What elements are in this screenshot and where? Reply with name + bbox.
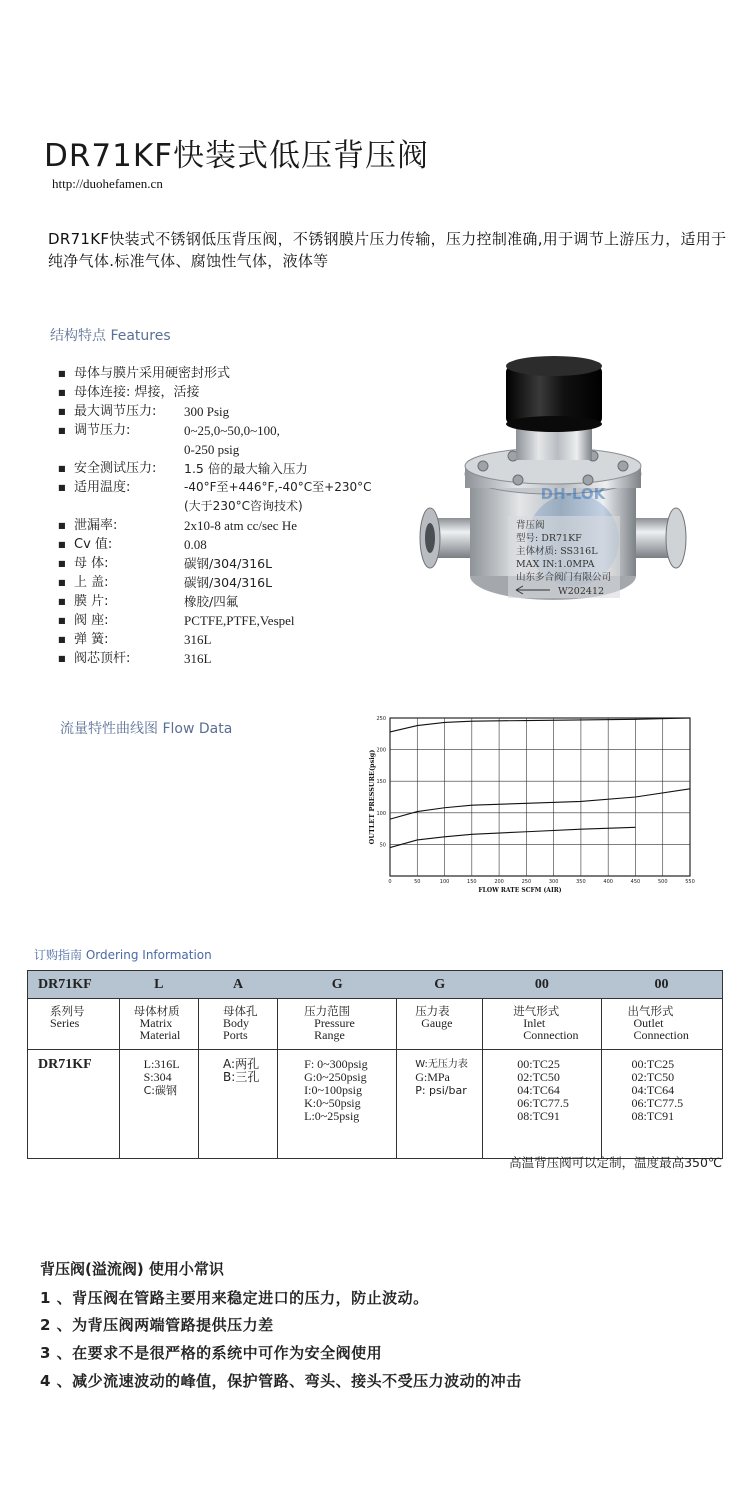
plate-line: MAX IN:1.0MPA <box>516 559 595 570</box>
custom-note: 高温背压阀可以定制，温度最高350℃ <box>509 1155 722 1170</box>
intro-text: DR71KF快装式不锈钢低压背压阀，不锈钢膜片压力传输，压力控制准确,用于调节上游压力，适用于纯净气体.标准气体、腐蚀性气体，液体等 <box>48 230 727 270</box>
ordering-table <box>27 970 723 1159</box>
ordering-names-row <box>28 999 723 1050</box>
x-tick-label: 550 <box>685 879 695 885</box>
bullet-icon: ■ <box>58 388 66 397</box>
plate-line: 背压阀 <box>516 520 545 531</box>
column-name: 出气形式 Outlet Connection <box>601 999 722 1050</box>
bullet-icon: ■ <box>58 483 66 492</box>
plate-line: W202412 <box>558 586 605 597</box>
plate-line: 山东多合阀门有限公司 <box>516 572 612 583</box>
feature-value: 碳钢/304/316L <box>184 575 273 590</box>
y-tick-label: 250 <box>376 716 386 722</box>
code-cell: L <box>119 971 198 999</box>
x-tick-label: 100 <box>439 879 450 885</box>
code-cell: 00 <box>601 971 722 999</box>
bullet-icon: ■ <box>58 407 66 416</box>
ordering-values-row <box>28 1050 723 1159</box>
ordering-heading: 订购指南 Ordering Information <box>34 948 212 962</box>
ordering-code-row <box>28 971 723 999</box>
x-tick-label: 350 <box>576 879 586 885</box>
values-cell: 00:TC25 02:TC50 04:TC64 06:TC77.5 08:TC91 <box>601 1050 722 1159</box>
feature-label: 调节压力: <box>74 423 131 438</box>
feature-row <box>58 421 418 440</box>
y-tick-label: 50 <box>379 842 386 849</box>
series-line-1 <box>390 718 690 732</box>
plate-line: 主体材质: SS316L <box>516 546 598 557</box>
bullet-icon: ■ <box>58 654 66 663</box>
y-tick-label: 150 <box>376 779 386 786</box>
code-cell: A <box>199 971 278 999</box>
code-cell: 00 <box>483 971 601 999</box>
plot-frame <box>390 718 690 876</box>
series-line-2 <box>390 789 690 819</box>
watermark-text: DH-LOK <box>540 485 606 503</box>
feature-row <box>58 649 418 668</box>
feature-value: (大于230°C咨询技术) <box>184 499 303 513</box>
column-name: 系列号 Series <box>28 999 120 1050</box>
flow-data-chart <box>360 708 700 898</box>
x-tick-label: 200 <box>494 879 504 885</box>
plate-line: 型号: DR71KF <box>516 533 582 544</box>
feature-value: 2x10-8 atm cc/sec He <box>184 518 297 533</box>
feature-row <box>58 459 418 478</box>
tip-item: 4 、减少流速波动的峰值，保护管路、弯头、接头不受压力波动的冲击 <box>40 1372 522 1390</box>
tip-item: 1 、背压阀在管路主要用来稳定进口的压力，防止波动。 <box>40 1289 429 1307</box>
bullet-icon: ■ <box>58 521 66 530</box>
feature-row <box>58 402 418 421</box>
feature-label: 阀 座: <box>74 613 109 628</box>
feature-row <box>58 440 418 459</box>
values-cell: 00:TC25 02:TC50 04:TC64 06:TC77.5 08:TC91 <box>483 1050 601 1159</box>
feature-label: 泄漏率: <box>74 518 118 533</box>
values-cell: W:无压力表 G:MPa P: psi/bar <box>397 1050 483 1159</box>
values-cell: F: 0~300psig G:0~250psig I:0~100psig K:0~50psig L:0~25psig <box>278 1050 397 1159</box>
feature-row <box>58 497 418 516</box>
column-name: 压力范围 Pressure Range <box>278 999 397 1050</box>
bullet-icon: ■ <box>58 635 66 644</box>
feature-row <box>58 364 418 383</box>
feature-row <box>58 478 418 497</box>
y-tick-label: 100 <box>376 810 386 817</box>
feature-label: Cv 值: <box>74 537 113 552</box>
feature-value: 橡胶/四氟 <box>184 594 239 609</box>
feature-value: 0-250 psig <box>184 442 240 457</box>
x-axis-label: FLOW RATE SCFM (AIR) <box>478 887 562 894</box>
feature-label: 母体与膜片采用硬密封形式 <box>74 366 231 381</box>
tips-title: 背压阀(溢流阀) 使用小常识 <box>40 1260 224 1278</box>
values-cell: DR71KF <box>28 1050 120 1159</box>
features-heading: 结构特点 Features <box>50 328 171 344</box>
feature-value: 300 Psig <box>184 404 230 419</box>
feature-value: 316L <box>184 651 212 666</box>
bullet-icon: ■ <box>58 464 66 473</box>
bullet-icon: ■ <box>58 540 66 549</box>
feature-value: 碳钢/304/316L <box>184 556 273 571</box>
flow-heading: 流量特性曲线图 Flow Data <box>60 721 233 737</box>
feature-label: 弹 簧: <box>74 632 109 647</box>
page-title: DR71KF快装式低压背压阀 <box>44 138 430 174</box>
feature-value: 0.08 <box>184 537 207 552</box>
bullet-icon: ■ <box>58 559 66 568</box>
x-tick-label: 150 <box>467 879 477 885</box>
values-cell: L:316L S:304 C:碳钢 <box>119 1050 198 1159</box>
knob-icon <box>506 356 602 432</box>
feature-label: 最大调节压力: <box>74 404 157 419</box>
bullet-icon: ■ <box>58 616 66 625</box>
features-list <box>58 364 418 668</box>
x-tick-label: 0 <box>388 879 392 885</box>
y-tick-label: 200 <box>376 747 386 754</box>
x-tick-label: 250 <box>521 879 532 885</box>
column-name: 进气形式 Inlet Connection <box>483 999 601 1050</box>
feature-row <box>58 630 418 649</box>
tip-item: 3 、在要求不是很严格的系统中可作为安全阀使用 <box>40 1344 383 1362</box>
feature-label: 母体连接: 焊接，活接 <box>74 385 200 400</box>
bullet-icon: ■ <box>58 369 66 378</box>
nameplate <box>508 516 620 598</box>
feature-row <box>58 573 418 592</box>
column-name: 母体孔 Body Ports <box>199 999 278 1050</box>
x-tick-label: 450 <box>630 879 641 885</box>
feature-value: -40°F至+446°F,-40°C至+230°C <box>184 480 372 494</box>
feature-row <box>58 516 418 535</box>
website-url[interactable]: http://duohefamen.cn <box>52 176 163 191</box>
y-axis-label: OUTLET PRESSURE(psig) <box>368 749 376 845</box>
feature-label: 阀芯顶杆: <box>74 651 131 666</box>
tip-item: 2 、为背压阀两端管路提供压力差 <box>40 1316 274 1334</box>
x-tick-label: 400 <box>603 879 613 885</box>
feature-value: 1.5 倍的最大输入压力 <box>184 461 308 476</box>
x-tick-label: 500 <box>657 879 668 885</box>
code-cell: DR71KF <box>28 971 120 999</box>
feature-row <box>58 592 418 611</box>
feature-label: 上 盖: <box>74 575 109 590</box>
x-tick-label: 300 <box>548 879 559 885</box>
bullet-icon: ■ <box>58 426 66 435</box>
code-cell: G <box>397 971 483 999</box>
feature-label: 安全测试压力: <box>74 461 157 476</box>
feature-row <box>58 554 418 573</box>
values-cell: A:两孔 B:三孔 <box>199 1050 278 1159</box>
code-cell: G <box>278 971 397 999</box>
feature-row <box>58 535 418 554</box>
bullet-icon: ■ <box>58 578 66 587</box>
x-tick-label: 50 <box>414 879 421 885</box>
feature-row <box>58 383 418 402</box>
column-name: 压力表 Gauge <box>397 999 483 1050</box>
feature-value: PCTFE,PTFE,Vespel <box>184 613 295 628</box>
feature-value: 316L <box>184 632 212 647</box>
feature-label: 母 体: <box>74 556 109 571</box>
feature-label: 膜 片: <box>74 594 109 609</box>
column-name: 母体材质 Matrix Material <box>119 999 198 1050</box>
feature-label: 适用温度: <box>74 480 131 495</box>
valve-product-image <box>408 348 698 630</box>
bullet-icon: ■ <box>58 597 66 606</box>
feature-value: 0~25,0~50,0~100, <box>184 423 280 438</box>
feature-row <box>58 611 418 630</box>
